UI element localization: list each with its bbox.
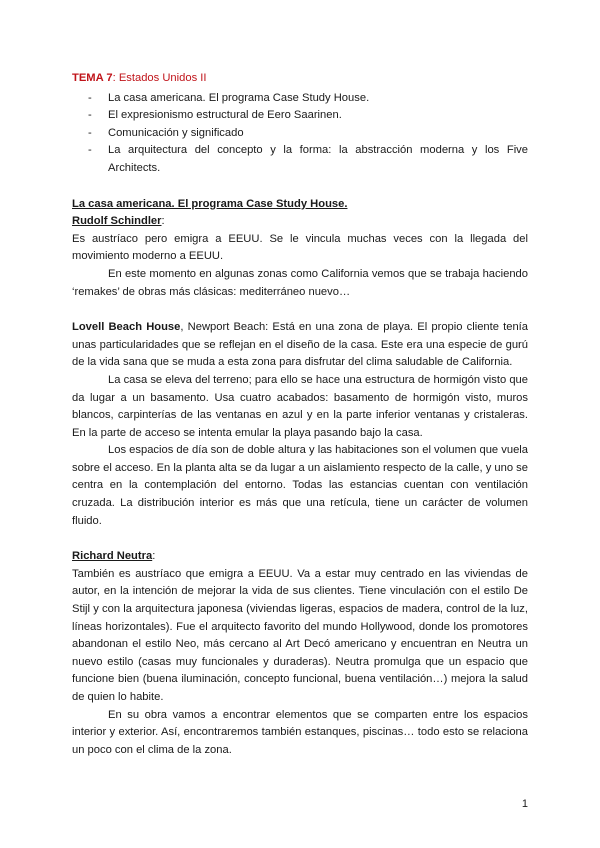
schindler-paragraph-2: En este momento en algunas zonas como California vemos que se trabaja haciendo ‘remakes’ de obras más clásicas: mediterráneo nuevo… xyxy=(72,267,528,298)
lovell-paragraph-1 xyxy=(72,319,528,372)
schindler-paragraph-1: Es austríaco pero emigra a EEUU. Se le vincula muchas veces con la llegada del movimiento moderno a EEUU. xyxy=(72,232,528,263)
topic-list xyxy=(72,90,528,178)
neutra-paragraph-2: En su obra vamos a encontrar elementos que se comparten entre los espacios interior y exterior. Así, encontraremos también estanques, piscinas… todo esto se relaciona un poco con el clima de la zona. xyxy=(72,708,528,756)
neutra-heading xyxy=(72,548,528,566)
neutra-colon: : xyxy=(152,550,156,563)
topic-title: : Estados Unidos II xyxy=(112,72,207,84)
list-item: - La casa americana. El programa Case Study House. xyxy=(72,90,528,108)
neutra-paragraph-1: También es austríaco que emigra a EEUU. Va a estar muy centrado en las viviendas de autor, en la intención de mejorar la vida de sus clientes. Tiene vinculación con el estilo De Stijl y con la arquitectura japonesa (viviendas ligeras, espacios de madera, control de la luz, líneas horizontales). Fue el arquitecto favorito del mundo Hollywood, donde los promotores abandonan el estilo Neo, más cercano al Art Decó americano y encuentran en Neutra un nuevo estilo (casas muy funcionales y duraderas). Neutra promulga que un espacio que funcione bien (buena iluminación, concepto funcional, buena ventilación…) mejora la salud de quien lo habite. xyxy=(72,567,528,703)
lovell-paragraph-3: Los espacios de día son de doble altura y las habitaciones son el volumen que vuela sobre el acceso. En la planta alta se da lugar a un aislamiento respecto de la calle, y uno se centra en la contemplación del entorno. Todas las estancias cuentan con ventilación cruzada. La distribución interior es más que una retícula, tiene un carácter de volumen fluido. xyxy=(72,444,528,527)
schindler-name: Rudolf Schindler xyxy=(72,215,162,228)
topic-label: TEMA 7 xyxy=(72,72,113,84)
schindler-colon: : xyxy=(161,215,165,228)
list-item: - La arquitectura del concepto y la forma: la abstracción moderna y los Five Architects. xyxy=(72,142,528,177)
list-item: - El expresionismo estructural de Eero Saarinen. xyxy=(72,107,528,125)
list-item: - Comunicación y significado xyxy=(72,125,528,143)
page-number: 1 xyxy=(521,798,528,810)
lovell-intro: , Newport Beach: Está en una zona de playa. El propio cliente tenía unas particularidades que se reflejan en el diseño de la casa. Este era una especie de gurú de la vida sana que se muda a esta zona para disfrutar del clima saludable de California. xyxy=(72,321,528,369)
neutra-name: Richard Neutra xyxy=(72,550,153,563)
lovell-paragraph-2: La casa se eleva del terreno; para ello se hace una estructura de hormigón visto que da lugar a un basamento. Usa cuatro acabados: basamento de hormigón visto, muros blancos, carpinterías de las ventanas en azul y en la parte inferior ventanas y cristaleras. En la parte de acceso se intenta emular la playa pasando bajo la casa. xyxy=(72,373,528,439)
lovell-name: Lovell Beach House xyxy=(72,321,181,334)
topic-heading xyxy=(72,70,528,88)
section-heading: La casa americana. El programa Case Study House. xyxy=(72,197,348,210)
schindler-heading xyxy=(72,213,528,231)
